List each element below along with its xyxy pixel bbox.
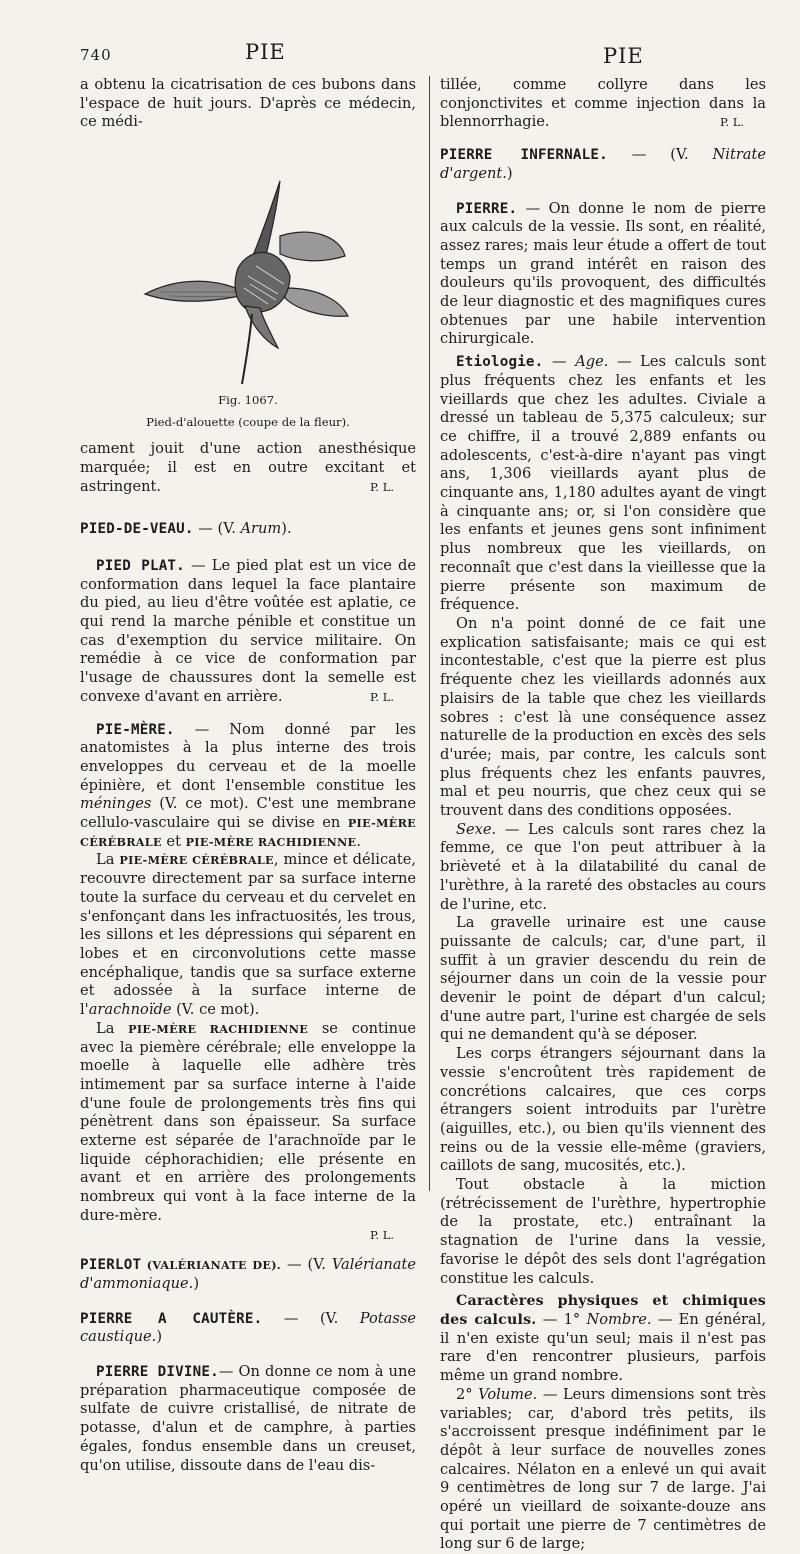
text-span: — Le pied plat est un vice de conformation dans lequel la face plantaire du pied, au lieu d'être voûtée est aplatie, ce qui rend la marche pénible et constitue un cas d'exemption du service militaire. On remédie à ce vice de conformation par l'usage de chaussures dont la semelle est convexe d'avant en arrière. xyxy=(80,556,416,705)
text-span: — (V. xyxy=(607,146,713,164)
paragraph xyxy=(440,1386,766,1554)
entry-pierre-a-cautere xyxy=(80,1310,416,1347)
column-divider xyxy=(429,76,430,1191)
cross-reference: Valérianate d'ammoniaque. xyxy=(80,1256,416,1292)
text-span: PIE-MÈRE RACHIDIENNE xyxy=(185,834,357,849)
paragraph: Les corps étrangers séjournant dans la vessie s'encroûtent très rapidement de concrétions calcaires, que ces corps étrangers soient introduits par l'urètre (aiguilles, etc.), ou bien qu'ils viennent des reins ou de la vessie elle-même (graviers, caillots de sang, mucosités, etc.). xyxy=(440,1045,766,1175)
intro-text: a obtenu la cicatrisation de ces bubons dans l'espace de huit jours. D'après ce médecin, ce médi- xyxy=(80,76,416,131)
text-span: , mince et délicate, recouvre directement par sa surface interne toute la surface du cerveau et du cervelet en s'enfonçant dans les infractuosités, les trous, les sillons et les dépressions qui séparent en lobes et en circonvolutions cette masse encéphalique, tandis que sa surface externe et adossée à la surface interne de l' xyxy=(80,851,416,1019)
entry-pierre-infernale xyxy=(440,146,766,183)
paragraph: La gravelle urinaire est une cause puissante de calculs; car, d'une part, il suffit à un gravier descendu du rein de séjourner dans un coin de la vessie pour devenir le point de départ d'un calcul; d'une autre part, l'urine est chargée de sels qui ne demandent qu'à se déposer. xyxy=(440,914,766,1044)
entry-pierre-divine xyxy=(80,1363,416,1475)
text-span: et xyxy=(161,832,186,850)
paragraph: Tout obstacle à la miction (rétrécissement de l'urèthre, hypertrophie de la prostate, etc.) entraînant la stagnation de l'urine dans la vessie, favorise le dépôt des sels dont l'agrégation constitue les calculs. xyxy=(440,1176,766,1287)
paragraph xyxy=(440,821,766,915)
entry-term: PIED PLAT. xyxy=(96,557,185,574)
entry-term: PIERRE DIVINE. xyxy=(96,1364,219,1381)
section-term: Caractères physiques et chimiques des calculs. xyxy=(440,1293,766,1328)
text-span: (VALÉRIANATE DE). xyxy=(141,1258,282,1273)
text-span: — (V. xyxy=(281,1256,332,1274)
text-span: Age. xyxy=(575,353,609,371)
text-span: . xyxy=(356,832,361,850)
entry-term: PIERRE A CAUTÈRE. xyxy=(80,1310,263,1327)
entry-pie-mere xyxy=(80,721,416,852)
text-span: — (V. xyxy=(193,520,241,538)
entry-pierre xyxy=(440,200,766,350)
text-span: — Les calculs sont plus fréquents chez les enfants et les vieillards que chez les adultes. Civiale a dressé un tableau de 5,375 calculeux; sur ce chiffre, il a trouvé 2,889 enfants ou adolescents, c'est-à-dire n'ayant pas vingt ans, 1,306 vieillards ayant plus de cinquante ans, 1,180 adultes ayant de vingt à cinquante ans; or, si l'on considère que les enfants et jeunes gens sont infiniment plus nombreux que les vieillards, on reconnaît que c'est dans la vieillesse que la pierre présente son maximum de fréquence. xyxy=(440,353,766,614)
text-span: — xyxy=(543,353,576,371)
paragraph-caracteres xyxy=(440,1292,766,1386)
text-span: ). xyxy=(281,520,292,538)
text-span: — Nom donné par les anatomistes à la plus interne des trois enveloppes du cerveau et de la moelle épinière, et dont l'ensemble constitue les xyxy=(80,720,416,794)
figure-1067 xyxy=(80,132,416,430)
text-span: — En général, il n'en existe qu'un seul; mais il n'est pas rare d'en rencontrer plusieurs, parfois même un grand nombre. xyxy=(440,1311,767,1385)
author-initials: P. L. xyxy=(369,1227,394,1242)
text-span: ) xyxy=(506,164,513,182)
text-span: — Les calculs sont rares chez la femme, ce que l'on peut attribuer à la brièveté et à la dilatabilité du canal de l'urèthre, à la rareté des obstacles au cours de l'urine, etc. xyxy=(440,820,766,913)
entry-term: PIERLOT xyxy=(80,1257,142,1274)
paragraph xyxy=(80,851,416,1019)
text-span: — Leurs dimensions sont très variables; car, d'abord très petits, ils s'accroissent presque indéfiniment par le dépôt à leur surface de nouvelles zones calcaires. Nélaton en a enlevé un qui avait 9 centimètres de long sur 7 de large. J'ai opéré un vieillard de soixante-douze ans qui portait une pierre de 7 centimètres de long sur 6 de large; xyxy=(440,1385,766,1553)
entry-pied-de-veau xyxy=(80,520,416,539)
running-head-right: PIE xyxy=(603,44,644,68)
text-span: — On donne le nom de pierre aux calculs de la vessie. Ils sont, en réalité, assez rares; mais leur étude a offert de tout temps un grand intérêt en raison des douleurs qu'ils provoquent, des difficultés de leur diagnostic et des magnifiques cures obtenues par une habile intervention chirurgicale. xyxy=(440,199,766,348)
text-span: arachnoïde xyxy=(88,1001,172,1019)
running-head-left: PIE xyxy=(245,40,286,64)
text-span: ) xyxy=(193,1274,200,1292)
figure-number: Fig. 1067. xyxy=(218,393,278,408)
text-span: PIE-MÈRE RACHIDIENNE xyxy=(128,1021,309,1036)
text-span: — 1° xyxy=(536,1311,587,1328)
author-initials: P. L. xyxy=(369,479,394,494)
text-span: cament jouit d'une action anesthésique marquée; il est en outre excitant et astringent. xyxy=(80,440,416,495)
text-span: — On donne ce nom à une préparation pharmaceutique composée de sulfate de cuivre cristallisé, de nitrate de potasse, d'alun et de camphre, à parties égales, fondus ensemble dans un creuset, qu'on utilise, dissoute dans de l'eau dis- xyxy=(80,1363,416,1474)
continued-text xyxy=(440,76,766,132)
text-span: La xyxy=(96,851,120,869)
text-span: Volume. xyxy=(478,1385,538,1403)
text-span: 2° xyxy=(456,1385,479,1403)
running-header xyxy=(0,40,800,70)
text-span: se continue avec la piemère cérébrale; elle enveloppe la moelle à laquelle elle adhère très intimement par sa surface interne à l'aide d'une foule de prolongements très fins qui pénètrent dans son épaisseur. Sa surface externe est séparée de l'arachnoïde par le liquide céphorachidien; elle présente en avant et en arrière des prolongements nombreux qui vont à la face interne de la dure-mère. xyxy=(80,1019,417,1224)
right-column xyxy=(440,76,766,1554)
paragraph: On n'a point donné de ce fait une explication satisfaisante; mais ce qui est incontestable, c'est que la pierre est plus fréquente chez les vieillards adonnés aux plaisirs de la table que chez les vieillards sobres : c'est là une conséquence assez naturelle de la production en excès des sels d'urée; mais, par contre, les calculs sont plus fréquents chez les enfants pauvres, mal et peu nourris, que chez ceux qui se trouvent dans des conditions opposées. xyxy=(440,614,766,820)
author-initials: P. L. xyxy=(369,689,394,704)
entry-term: PIERRE. xyxy=(456,200,518,217)
text-span: (V. ce mot). C'est une membrane cellulo-vasculaire qui se divise en xyxy=(80,795,416,832)
entry-pierlot xyxy=(80,1256,416,1293)
text-span: Sexe. xyxy=(456,820,497,838)
entry-term: PIERRE INFERNALE. xyxy=(440,147,608,164)
text-span: PIE-MÈRE CÉRÉBRALE xyxy=(119,853,274,868)
text-span: (V. ce mot). xyxy=(171,1001,260,1019)
larkspur-flower-section-icon xyxy=(140,176,360,386)
text-span: ) xyxy=(156,1328,163,1346)
text-span: La xyxy=(96,1019,129,1037)
entry-pied-plat xyxy=(80,557,416,707)
figure-following-text xyxy=(80,440,416,496)
left-column xyxy=(80,76,416,1475)
text-span: Nombre. xyxy=(586,1311,652,1328)
cross-reference: Potasse caustique. xyxy=(80,1309,416,1346)
page-number: 740 xyxy=(80,46,112,64)
text-span: tillée, comme collyre dans les conjonctivites et comme injection dans la blennorrhagie. xyxy=(440,76,766,131)
text-span: — (V. xyxy=(262,1309,360,1327)
cross-reference: Arum xyxy=(240,520,282,538)
paragraph xyxy=(80,1020,416,1226)
entry-term: PIED-DE-VEAU. xyxy=(80,521,194,538)
author-initials: P. L. xyxy=(719,115,744,130)
figure-caption: Pied-d'alouette (coupe de la fleur). xyxy=(146,415,350,430)
text-span: PIE-MÈRE CÉRÉBRALE xyxy=(80,816,416,849)
paragraph-etiologie xyxy=(440,353,766,615)
cross-reference: Nitrate d'argent. xyxy=(440,146,766,182)
section-term: Etiologie. xyxy=(456,354,544,371)
entry-term: PIE-MÈRE. xyxy=(96,721,175,738)
text-span: méninges xyxy=(80,795,152,813)
